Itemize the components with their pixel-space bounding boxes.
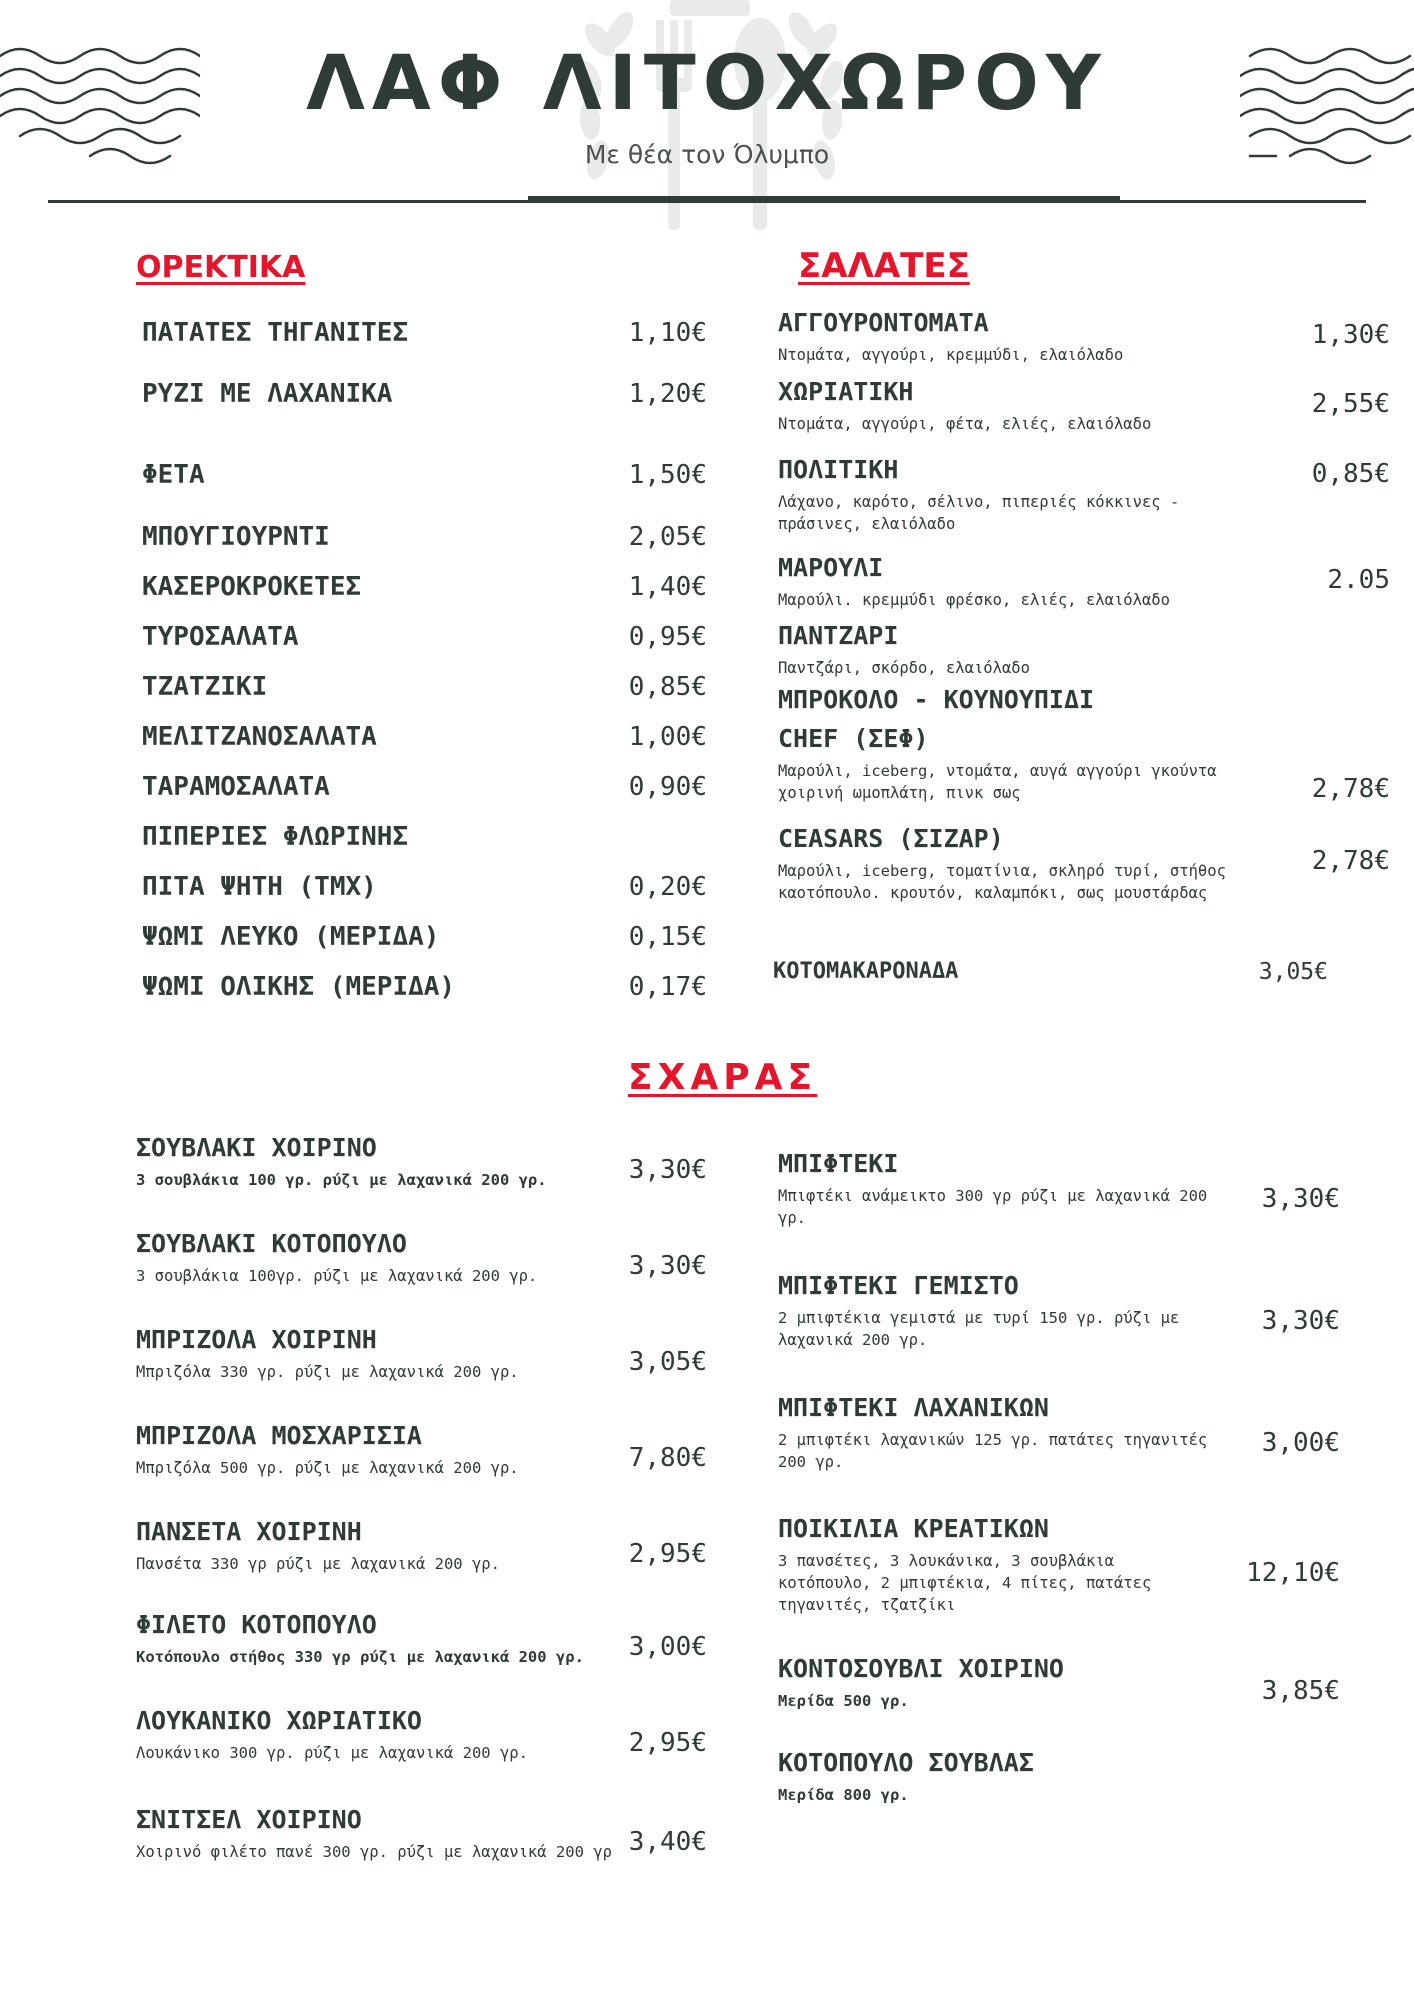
item-price: 3,30€ bbox=[628, 1155, 707, 1185]
item-description: Μαρούλι, iceberg, τοματίνια, σκληρό τυρί, στήθος καοτόπουλο. κρουτόν, καλαμπόκι, σως μουστάρδας bbox=[778, 862, 1226, 902]
item-description: Μπριζόλα 330 γρ. ρύζι με λαχανικά 200 γρ. bbox=[136, 1363, 519, 1381]
item-price: 2,95€ bbox=[628, 1539, 707, 1569]
menu-item-kotomakaronada bbox=[773, 957, 1328, 997]
item-price: 2,78€ bbox=[1311, 846, 1390, 876]
section-heading-scharas: ΣΧΑΡΑΣ bbox=[628, 1057, 818, 1098]
item-price: 3,40€ bbox=[628, 1827, 707, 1857]
item-description: Μαρούλι, iceberg, ντομάτα, αυγά αγγούρι γκούντα χοιρινή ωμοπλάτη, πινκ σως bbox=[778, 762, 1217, 802]
item-description: 2 μπιφτέκι λαχανικών 125 γρ. πατάτες τηγανιτές 200 γρ. bbox=[778, 1431, 1208, 1471]
item-name: ΜΠΙΦΤΕΚΙ ΛΑΧΑΝΙΚΩΝ bbox=[778, 1393, 1049, 1422]
menu-item bbox=[142, 822, 707, 862]
item-name: ΠΙΤΑ ΨΗΤΗ (ΤΜΧ) bbox=[142, 872, 377, 902]
item-price: 3,00€ bbox=[1261, 1428, 1340, 1458]
item-price: 1,10€ bbox=[628, 318, 707, 348]
item-price: 3,05€ bbox=[628, 1347, 707, 1377]
item-price: 0,85€ bbox=[1311, 459, 1390, 489]
item-name: ΠΑΤΑΤΕΣ ΤΗΓΑΝΙΤΕΣ bbox=[142, 318, 409, 348]
item-price: 7,80€ bbox=[628, 1443, 707, 1473]
item-name: ΦΙΛΕΤΟ ΚΟΤΟΠΟΥΛΟ bbox=[136, 1610, 377, 1639]
menu-item bbox=[142, 972, 707, 1012]
item-name: ΜΠΟΥΓΙΟΥΡΝΤΙ bbox=[142, 522, 330, 552]
item-description: Μπριζόλα 500 γρ. ρύζι με λαχανικά 200 γρ. bbox=[136, 1459, 519, 1477]
item-name: ΦΕΤΑ bbox=[142, 460, 205, 490]
restaurant-title: ΛΑΦ ΛΙΤΟΧΩΡΟΥ bbox=[306, 38, 1108, 127]
item-name: ΣΟΥΒΛΑΚΙ ΧΟΙΡΙΝΟ bbox=[136, 1133, 377, 1162]
item-description: Μερίδα 500 γρ. bbox=[778, 1692, 909, 1710]
restaurant-subtitle: Με θέα τον Όλυμπο bbox=[584, 140, 830, 169]
item-name: ΜΠΡΙΖΟΛΑ ΧΟΙΡΙΝΗ bbox=[136, 1325, 377, 1354]
item-price: 0,85€ bbox=[628, 672, 707, 702]
item-name: ΤΖΑΤΖΙΚΙ bbox=[142, 672, 268, 702]
item-description: Κοτόπουλο στήθος 330 γρ ρύζι με λαχανικά 200 γρ. bbox=[136, 1648, 584, 1666]
item-price: 3,30€ bbox=[628, 1251, 707, 1281]
item-price: 0,17€ bbox=[628, 972, 707, 1002]
item-price: 1,40€ bbox=[628, 572, 707, 602]
item-name: ΚΟΤΟΜΑΚΑΡΟΝΑΔΑ bbox=[773, 959, 959, 984]
item-name: ΜΠΙΦΤΕΚΙ ΓΕΜΙΣΤΟ bbox=[778, 1271, 1019, 1300]
item-name: CEASARS (ΣΙΖΑΡ) bbox=[778, 824, 1004, 853]
item-name: ΚΑΣΕΡΟΚΡΟΚΕΤΕΣ bbox=[142, 572, 362, 602]
item-name: ΨΩΜΙ ΛΕΥΚΟ (ΜΕΡΙΔΑ) bbox=[142, 922, 440, 952]
item-price: 2,95€ bbox=[628, 1728, 707, 1758]
item-name: ΠΑΝΣΕΤΑ ΧΟΙΡΙΝΗ bbox=[136, 1517, 362, 1546]
menu-item bbox=[142, 722, 707, 762]
item-price: 1,20€ bbox=[628, 379, 707, 409]
item-price: 2.05 bbox=[1327, 565, 1390, 595]
item-name: ΛΟΥΚΑΝΙΚΟ ΧΩΡΙΑΤΙΚΟ bbox=[136, 1706, 422, 1735]
menu-item bbox=[142, 622, 707, 662]
item-description: Μπιφτέκι ανάμεικτο 300 γρ ρύζι με λαχανικά 200 γρ. bbox=[778, 1187, 1208, 1227]
menu-item bbox=[142, 379, 707, 419]
item-name: ΣΟΥΒΛΑΚΙ ΚΟΤΟΠΟΥΛΟ bbox=[136, 1229, 407, 1258]
item-price: 1,00€ bbox=[628, 722, 707, 752]
item-price: 3,30€ bbox=[1261, 1184, 1340, 1214]
item-description: Χοιρινό φιλέτο πανέ 300 γρ. ρύζι με λαχανικά 200 γρ bbox=[136, 1843, 612, 1861]
item-name: ΣΝΙΤΣΕΛ ΧΟΙΡΙΝΟ bbox=[136, 1805, 362, 1834]
item-price: 2,55€ bbox=[1311, 389, 1390, 419]
item-price: 1,50€ bbox=[628, 460, 707, 490]
item-price: 1,30€ bbox=[1311, 320, 1390, 350]
item-price: 0,95€ bbox=[628, 622, 707, 652]
item-description: Ντομάτα, αγγούρι, φέτα, ελιές, ελαιόλαδο bbox=[778, 415, 1152, 433]
menu-item bbox=[142, 672, 707, 712]
item-description: Λουκάνικο 300 γρ. ρύζι με λαχανικά 200 γρ. bbox=[136, 1744, 528, 1762]
item-description: 3 σουβλάκια 100 γρ. ρύζι με λαχανικά 200 γρ. bbox=[136, 1171, 547, 1189]
item-name: ΚΟΤΟΠΟΥΛΟ ΣΟΥΒΛΑΣ bbox=[778, 1748, 1034, 1777]
item-name: CHEF (ΣΕΦ) bbox=[778, 724, 929, 753]
menu-item bbox=[142, 318, 707, 358]
item-name: ΧΩΡΙΑΤΙΚΗ bbox=[778, 377, 914, 406]
item-description: 3 σουβλάκια 100γρ. ρύζι με λαχανικά 200 γρ. bbox=[136, 1267, 538, 1285]
menu-item bbox=[142, 460, 707, 500]
item-price: 3,30€ bbox=[1261, 1306, 1340, 1336]
item-name: ΠΟΛΙΤΙΚΗ bbox=[778, 455, 899, 484]
item-price: 2,05€ bbox=[628, 522, 707, 552]
header-divider-accent bbox=[528, 196, 1120, 200]
menu-item bbox=[142, 872, 707, 912]
item-price: 0,90€ bbox=[628, 772, 707, 802]
item-name: ΨΩΜΙ ΟΛΙΚΗΣ (ΜΕΡΙΔΑ) bbox=[142, 972, 456, 1002]
menu-item bbox=[142, 922, 707, 962]
item-name: ΜΕΛΙΤΖΑΝΟΣΑΛΑΤΑ bbox=[142, 722, 377, 752]
item-price: 3,05€ bbox=[1258, 959, 1328, 985]
item-name: ΡΥΖΙ ΜΕ ΛΑΧΑΝΙΚΑ bbox=[142, 379, 393, 409]
item-price: 0,15€ bbox=[628, 922, 707, 952]
item-name: ΜΠΡΙΖΟΛΑ ΜΟΣΧΑΡΙΣΙΑ bbox=[136, 1421, 422, 1450]
item-price: 3,00€ bbox=[628, 1632, 707, 1662]
item-name: ΤΑΡΑΜΟΣΑΛΑΤΑ bbox=[142, 772, 330, 802]
section-heading-salates: ΣΑΛΑΤΕΣ bbox=[798, 246, 970, 286]
item-name: ΚΟΝΤΟΣΟΥΒΛΙ ΧΟΙΡΙΝΟ bbox=[778, 1654, 1064, 1683]
item-name: ΠΑΝΤΖΑΡΙ bbox=[778, 621, 899, 650]
item-name: ΜΠΙΦΤΕΚΙ bbox=[778, 1149, 899, 1178]
item-name: ΠΙΠΕΡΙΕΣ ΦΛΩΡΙΝΗΣ bbox=[142, 822, 409, 852]
item-price: 3,85€ bbox=[1261, 1676, 1340, 1706]
item-name: ΜΠΡΟΚΟΛΟ - ΚΟΥΝΟΥΠΙΔΙ bbox=[778, 685, 1095, 714]
menu-item bbox=[142, 522, 707, 562]
item-description: Πανσέτα 330 γρ ρύζι με λαχανικά 200 γρ. bbox=[136, 1555, 500, 1573]
item-description: Μερίδα 800 γρ. bbox=[778, 1786, 909, 1804]
section-heading-orektika: ΟΡΕΚΤΙΚΑ bbox=[136, 250, 306, 285]
item-price: 0,20€ bbox=[628, 872, 707, 902]
item-description: 3 πανσέτες, 3 λουκάνικα, 3 σουβλάκια κοτόπουλο, 2 μπιφτέκια, 4 πίτες, πατάτες τηγανιτές, τζατζίκι bbox=[778, 1552, 1152, 1614]
item-name: ΠΟΙΚΙΛΙΑ ΚΡΕΑΤΙΚΩΝ bbox=[778, 1514, 1049, 1543]
item-name: ΤΥΡΟΣΑΛΑΤΑ bbox=[142, 622, 299, 652]
item-description: Μαρούλι. κρεμμύδι φρέσκο, ελιές, ελαιόλαδο bbox=[778, 591, 1170, 609]
item-description: Ντομάτα, αγγούρι, κρεμμύδι, ελαιόλαδο bbox=[778, 346, 1124, 364]
item-description: Λάχανο, καρότο, σέλινο, πιπεριές κόκκινες - πράσινες, ελαιόλαδο bbox=[778, 493, 1180, 533]
header-divider bbox=[48, 200, 1366, 203]
menu-item bbox=[142, 772, 707, 812]
item-price: 2,78€ bbox=[1311, 774, 1390, 804]
menu-item bbox=[142, 572, 707, 612]
item-name: ΑΓΓΟΥΡΟΝΤΟΜΑΤΑ bbox=[778, 308, 989, 337]
item-description: Παντζάρι, σκόρδο, ελαιόλαδο bbox=[778, 659, 1030, 677]
item-name: ΜΑΡΟΥΛΙ bbox=[778, 553, 884, 582]
item-description: 2 μπιφτέκια γεμιστά με τυρί 150 γρ. ρύζι με λαχανικά 200 γρ. bbox=[778, 1309, 1180, 1349]
item-price: 12,10€ bbox=[1246, 1558, 1340, 1588]
